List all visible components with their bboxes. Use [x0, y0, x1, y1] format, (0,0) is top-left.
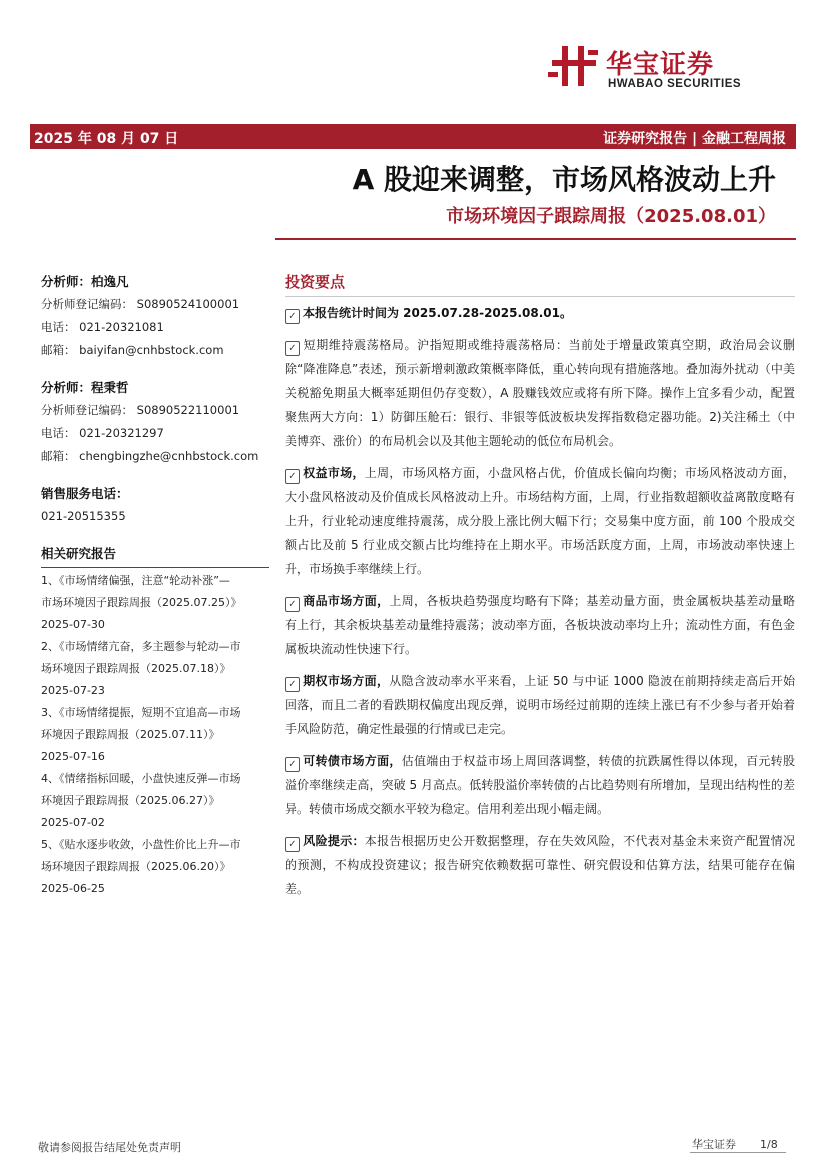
highlight-paragraph: ✓ 短期维持震荡格局。沪指短期或维持震荡格局：当前处于增量政策真空期，政治局会议删除“降准降息”表述，预示新增刺激政策概率降低，重心转向现有措施落地。叠加海外扰动（中美关税豁免期虽大概率延期但仍存变数），A 股赚钱效应或将有所下降。操作上宜多看少动，配置聚焦两大方向：1）防御压舱石：银行、非银等低波板块发挥指数稳定器功能。2)关注稀土（中美博弈、涨价）的布局机会以及其他主题轮动的低位布局机会。 [285, 338, 795, 448]
checkbox-bullet-icon: ✓ [285, 469, 300, 484]
checkbox-bullet-icon: ✓ [285, 837, 300, 852]
report-title: A 股迎来调整，市场风格波动上升 [352, 163, 776, 196]
analyst-email[interactable]: 邮箱： chengbingzhe@cnhbstock.com [41, 449, 259, 463]
highlight-paragraph: ✓ 商品市场方面，上周，各板块趋势强度均略有下降；基差动量方面，贵金属板块基差动量略有上行，其余板块基差动量维持震荡；波动率方面，各板块波动率均上升；流动性方面，有色金属板块流动性快速下行。 [285, 594, 795, 656]
analyst-name: 分析师：柏逸凡 [41, 274, 129, 289]
related-report-item[interactable]: 1、《市场情绪偏强，注意“轮动补涨”— 市场环境因子跟踪周报（2025.07.25）》 2025-07-30 [41, 574, 242, 631]
highlight-paragraph: ✓ 期权市场方面，从隐含波动率水平来看，上证 50 与中证 1000 隐波在前期持续走高后开始回落，而且二者的看跌期权偏度出现反弹，说明市场经过前期的连续上涨已有不少参与者开始着手风险防范，确定性最强的行情或已走完。 [285, 674, 795, 736]
section-heading: 投资要点 [285, 273, 346, 291]
checkbox-bullet-icon: ✓ [285, 597, 300, 612]
brand-name-cn: 华宝证券 [606, 50, 715, 80]
report-date: 2025 年 08 月 07 日 [34, 131, 179, 147]
investment-highlights [285, 270, 795, 909]
brand-name-en: HWABAO SECURITIES [608, 78, 742, 90]
analyst-phone: 电话： 021-20321297 [41, 426, 164, 440]
highlight-paragraph: ✓ 本报告统计时间为 2025.07.28-2025.08.01。 [285, 301, 795, 325]
highlight-paragraph: ✓ 风险提示：本报告根据历史公开数据整理，存在失效风险，不代表对基金未来资产配置情况的预测，不构成投资建议；报告研究依赖数据可靠性、研究假设和估算方法，结果可能存在偏差。 [285, 834, 795, 896]
title-divider [275, 238, 796, 240]
analyst-cert: 分析师登记编码： S0890522110001 [41, 403, 240, 417]
checkbox-bullet-icon: ✓ [285, 341, 300, 356]
sales-label: 销售服务电话： [41, 486, 129, 501]
report-type: 证券研究报告 | 金融工程周报 [603, 131, 786, 147]
analyst-block [41, 270, 269, 362]
hwabao-logo-icon [548, 42, 600, 88]
footer-firm-page: 华宝证券 1/8 [692, 1138, 778, 1151]
checkbox-bullet-icon: ✓ [285, 757, 300, 772]
analyst-name: 分析师：程秉哲 [41, 380, 129, 395]
report-subtitle: 市场环境因子跟踪周报（2025.08.01） [446, 206, 776, 227]
footer-disclaimer: 敬请参阅报告结尾处免责声明 [38, 1141, 181, 1154]
highlight-paragraph: ✓ 权益市场，上周，市场风格方面，小盘风格占优，价值成长偏向均衡；市场风格波动方面，大小盘风格波动及价值成长风格波动上升。市场结构方面，上周，行业指数超额收益离散度略有上升，行业轮动速度维持震荡，成分股上涨比例大幅下行；交易集中度方面，前 100 个股成交额占比及前 5 行业成交额占比均维持在上期水平。市场活跃度方面，上周，市场波动率快速上升，市场换手率继续上行。 [285, 466, 795, 576]
footer-divider [690, 1152, 786, 1153]
brand-logo [548, 40, 780, 96]
related-reports-heading: 相关研究报告 [41, 542, 269, 568]
highlight-paragraph: ✓ 可转债市场方面，估值端由于权益市场上周回落调整，转债的抗跌属性得以体现，百元转股溢价率继续走高，突破 5 月高点。低转股溢价率转债的占比趋势则有所增加，呈现出结构性的差异。转债市场成交额水平较为稳定。信用利差出现小幅走阔。 [285, 754, 795, 816]
related-report-item[interactable]: 5、《贴水逐步收敛，小盘性价比上升—市 场环境因子跟踪周报（2025.06.20）》 2025-06-25 [41, 838, 241, 895]
analyst-email[interactable]: 邮箱： baiyifan@cnhbstock.com [41, 343, 224, 357]
related-report-item[interactable]: 3、《市场情绪提振，短期不宜追高—市场 环境因子跟踪周报（2025.07.11）》 2025-07-16 [41, 706, 241, 763]
analyst-phone: 电话： 021-20321081 [41, 320, 164, 334]
checkbox-bullet-icon: ✓ [285, 309, 300, 324]
sales-phone: 021-20515355 [41, 509, 126, 523]
analyst-block [41, 376, 269, 468]
page-number: 1/8 [760, 1138, 778, 1151]
related-report-item[interactable]: 2、《市场情绪亢奋，多主题参与轮动—市 场环境因子跟踪周报（2025.07.18）》 2025-07-23 [41, 640, 241, 697]
sidebar [41, 270, 269, 900]
checkbox-bullet-icon: ✓ [285, 677, 300, 692]
analyst-cert: 分析师登记编码： S0890524100001 [41, 297, 240, 311]
related-report-item[interactable]: 4、《情绪指标回暖，小盘快速反弹—市场 环境因子跟踪周报（2025.06.27）》 2025-07-02 [41, 772, 241, 829]
